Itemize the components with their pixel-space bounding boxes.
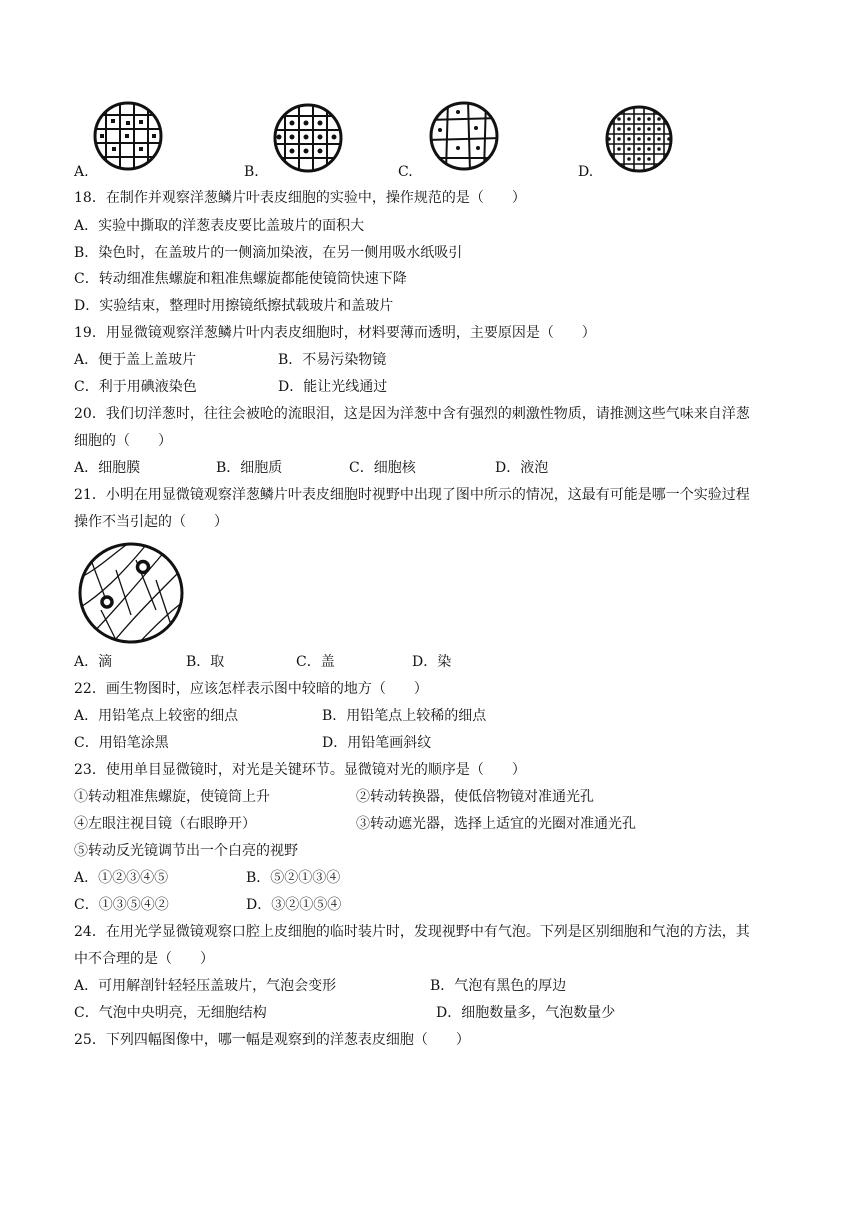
question-23-stem: 23．使用单目显微镜时，对光是关键环节。显微镜对光的顺序是（ ） <box>74 762 526 778</box>
cell-figure-a <box>92 100 164 172</box>
question-24-stem-line2: 中不合理的是（ ） <box>74 951 214 967</box>
question-25-stem: 25．下列四幅图像中，哪一幅是观察到的洋葱表皮细胞（ ） <box>74 1032 470 1048</box>
cell-figure-b <box>272 102 344 174</box>
question-24-option-b: B．气泡有黑色的厚边 <box>430 978 567 994</box>
question-22-option-a: A．用铅笔点上较密的细点 <box>74 708 239 724</box>
question-19-stem: 19．用显微镜观察洋葱鳞片叶内表皮细胞时，材料要薄而透明，主要原因是（ ） <box>74 325 596 341</box>
question-23-step-2: ②转动转换器，使低倍物镜对准通光孔 <box>356 789 594 805</box>
question-18-option-c: C．转动细准焦螺旋和粗准焦螺旋都能使镜筒快速下降 <box>74 271 407 287</box>
question-19-option-d: D．能让光线通过 <box>278 379 388 395</box>
question-20-option-b: B．细胞质 <box>216 460 283 476</box>
question-23-option-b: B．⑤②①③④ <box>246 870 341 886</box>
question-23-step-5: ⑤转动反光镜调节出一个白亮的视野 <box>74 843 298 859</box>
question-23-option-d: D．③②①⑤④ <box>246 897 342 913</box>
question-19-option-c: C．利于用碘液染色 <box>74 379 197 395</box>
question-24-option-c: C．气泡中央明亮，无细胞结构 <box>74 1005 267 1021</box>
question-19-option-a: A．便于盖上盖玻片 <box>74 352 197 368</box>
question-20-stem-line2: 细胞的（ ） <box>74 433 172 449</box>
question-23-option-a: A．①②③④⑤ <box>74 870 169 886</box>
question-21-stem-line2: 操作不当引起的（ ） <box>74 514 228 530</box>
question-18-option-d: D．实验结束，整理时用擦镜纸擦拭载玻片和盖玻片 <box>74 298 394 314</box>
question-21-option-a: A．滴 <box>74 654 113 670</box>
question-21-stem-line1: 21．小明在用显微镜观察洋葱鳞片叶表皮细胞时视野中出现了图中所示的情况，这最有可能是哪一个实验过程 <box>74 487 750 503</box>
question-18-option-a: A．实验中撕取的洋葱表皮要比盖玻片的面积大 <box>74 218 365 234</box>
question-22-option-c: C．用铅笔涂黑 <box>74 735 169 751</box>
question-20-option-c: C．细胞核 <box>349 460 416 476</box>
microscope-view-figure <box>76 540 186 646</box>
question-23-step-3: ③转动遮光器，选择上适宜的光圈对准通光孔 <box>356 816 636 832</box>
question-24-stem-line1: 24．在用光学显微镜观察口腔上皮细胞的临时装片时，发现视野中有气泡。下列是区别细胞和气泡的方法，其 <box>74 924 750 940</box>
question-24-option-a: A．可用解剖针轻轻压盖玻片，气泡会变形 <box>74 978 337 994</box>
question-21-option-c: C．盖 <box>296 654 335 670</box>
question-23-step-1: ①转动粗准焦螺旋，使镜筒上升 <box>74 789 270 805</box>
option-label-a: A. <box>74 164 89 180</box>
question-20-stem-line1: 20．我们切洋葱时，往往会被呛的流眼泪，这是因为洋葱中含有强烈的刺激性物质，请推测这些气味来自洋葱 <box>74 406 750 422</box>
question-18-option-b: B．染色时，在盖玻片的一侧滴加染液，在另一侧用吸水纸吸引 <box>74 245 463 261</box>
option-label-d: D. <box>578 164 594 180</box>
question-22-stem: 22．画生物图时，应该怎样表示图中较暗的地方（ ） <box>74 681 428 697</box>
question-18-stem: 18．在制作并观察洋葱鳞片叶表皮细胞的实验中，操作规范的是（ ） <box>74 190 526 206</box>
question-21-option-d: D．染 <box>412 654 452 670</box>
question-24-option-d: D．细胞数量多，气泡数量少 <box>436 1005 616 1021</box>
question-22-option-d: D．用铅笔画斜纹 <box>322 735 432 751</box>
question-20-option-a: A．细胞膜 <box>74 460 141 476</box>
cell-figure-c <box>428 100 500 172</box>
question-22-option-b: B．用铅笔点上较稀的细点 <box>322 708 487 724</box>
cell-figure-d <box>604 104 674 174</box>
question-23-option-c: C．①③⑤④② <box>74 897 169 913</box>
question-19-option-b: B．不易污染物镜 <box>278 352 387 368</box>
option-label-b: B. <box>244 164 259 180</box>
question-20-option-d: D．液泡 <box>495 460 549 476</box>
question-21-option-b: B．取 <box>186 654 225 670</box>
option-label-c: C. <box>398 164 413 180</box>
question-23-step-4: ④左眼注视目镜（右眼睁开） <box>74 816 256 832</box>
